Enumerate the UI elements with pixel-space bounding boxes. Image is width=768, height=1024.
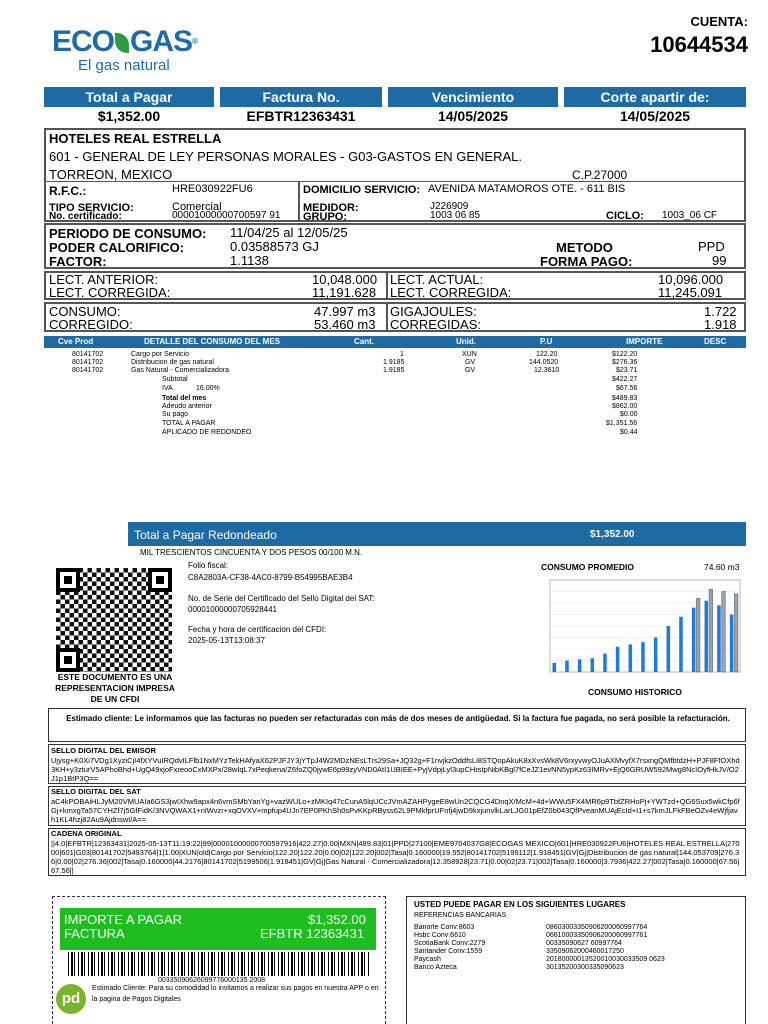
pagos-digitales-logo: pd [56,984,86,1014]
importe-value: $1,352.00 [308,912,366,927]
barcode-text: 00335090626099776000135 2008 [158,977,266,984]
corregidas-value: 1.918 [704,317,737,332]
adeudo-value: $862.00 [612,403,638,410]
importe-label: IMPORTE A PAGAR [64,912,182,927]
tipo-label: TIPO SERVICIO: [49,202,134,214]
chart-bar [629,644,633,672]
iva-label: IVA [162,385,173,392]
row-importe: $122.20 [612,351,638,358]
lugares-title: USTED PUEDE PAGAR EN LOS SIGUIENTES LUGARES [414,900,626,909]
qr-code [56,568,172,672]
notice-text: Estimado cliente: Le informamos que las facturas no pueden ser refacturadas con más de dos meses de antigüedad. Si la factura fue pagada, no será posible la refacturación. [66,714,730,723]
factura-value: EFBTR 12363431 [260,926,365,941]
sello-emisor-value: Ujysg+K0Xi7VDg1XyziCjI4fXYVuIRQdvILFlb1NxMYzTekHAfyaX62PJFJY3jYTpJ4W2MDzNEsLTrs29Sa+JQ32g+F1nvjkzOddfsLi8STQopAkuK8xXvsWk8V6rxyvwyOJuAXMvyfX7rsxngQMfbtdzH+PJF8FfOXhd3KH+y3zturV5APhoBhd+UgQ49xjoFxreooCxMXPx/28wIqL7xPeqkena/Z6foZQ0jywE6p99zyVND0AtI1UBIEE+PyjVdpjLyl3upCHrstpNibKBgl7fCeJZ1evNN5ypKz63IMRv+EjQ6GRUW592Mwg8NcIOyfHkJV/O2J1p1BtP3Q== [51,756,740,783]
medidor-value: J226909 [430,201,469,212]
gigajoules-value: 1.722 [704,304,737,319]
bank-name: Banco Azteca [414,964,457,971]
col-detalle: DETALLE DEL CONSUMO DEL MES [144,337,281,346]
client-city: TORREON, MEXICO [49,167,173,182]
bank-name: ScotiaBank Conv:2279 [414,940,486,947]
metodo-label: METODO [556,240,613,255]
chart-bar [734,594,738,672]
total-value: $1,352.00 [97,108,161,124]
client-cp: C.P.27000 [572,168,628,182]
rfc-label: R.F.C.: [49,184,87,198]
cadena-label: CADENA ORIGINAL [51,829,122,838]
redondeado-value: $1,352.00 [590,529,635,540]
factura-header: Factura No. [220,87,382,107]
bank-ref: 20180000013520010030033509 0623 [546,956,665,963]
total-mes-label: Total del mes [162,395,207,402]
importe-letra: MIL TRESCIENTOS CINCUENTA Y DOS PESOS 00/100 M.N. [140,548,363,557]
tipo-value: Comercial [172,201,222,213]
divider [46,181,744,182]
uso-cfdi-text: G03-GASTOS EN GENERAL. [348,149,522,164]
col-unid: Unid. [456,337,476,346]
row-cve: 80141702 [72,367,104,374]
corregido-value: 53.460 m3 [314,317,376,332]
col-cve: Cve Prod [58,337,94,346]
corte-header: Corte apartir de: [564,87,746,107]
cuenta-value: 10644534 [650,32,748,57]
row-unid: XUN [462,351,477,358]
poder-value: 0.03588573 GJ [230,239,319,254]
chart-bar [641,642,645,672]
chart-title: CONSUMO PROMEDIO [541,562,635,572]
lect-actual-value: 10,096.000 [658,272,724,287]
logo-tagline: El gas natural [78,57,170,74]
row-cant: 1.9185 [383,367,405,374]
divider [386,302,388,332]
grupo-label: GRUPO: [303,211,347,223]
qr-finder [56,568,80,592]
chart-bar [692,608,696,672]
fecha-value: 2025-05-13T13:08:37 [188,636,265,645]
iva-rate: 16.00% [196,385,220,392]
rfc-value: HRE030922FU6 [172,183,253,195]
barcode [68,952,370,976]
factor-value: 1.1138 [230,253,269,268]
periodo-value: 11/04/25 al 12/05/25 [230,225,348,240]
certificado-value: 00001000000700597 91 [172,210,281,221]
total-mes-value: $489.83 [612,395,638,402]
metodo-value: PPD [698,239,725,254]
regimen-text: 601 - GENERAL DE LEY PERSONAS MORALES - [49,149,349,164]
row-cant: 1.9185 [383,359,405,366]
factor-label: FACTOR: [49,254,107,269]
cuenta-label: CUENTA: [690,14,748,29]
vencimiento-value: 14/05/2025 [437,108,509,124]
corregidas-label: CORREGIDAS: [390,317,482,332]
col-pu: P.U [540,337,553,346]
referencias-label: REFERENCIAS BANCARIAS [414,912,507,919]
bank-name: Paycash [414,956,441,963]
consumo-label: CONSUMO: [49,304,121,319]
leaf-icon [115,33,129,53]
bank-ref: 30135200300335090623 [546,964,624,971]
folio-value: C8A2803A-CF38-4AC0-8799-B54995BAE3B4 [188,573,353,582]
row-pu: 122.20 [536,351,558,358]
periodo-label: PERIODO DE CONSUMO: [49,226,207,241]
chart-bar [591,658,595,672]
client-name: HOTELES REAL ESTRELLA [49,131,222,146]
bank-ref: 06610003350906200060997761 [546,932,648,939]
su-pago-value: $0.00 [620,411,638,418]
su-pago-label: Su pago [162,411,189,418]
factura-label: FACTURA [64,926,125,941]
redondeo-label: APLICADO DE REDONDEO [162,429,252,436]
detail-body [44,349,746,445]
divider [386,271,388,300]
lect-corregida-2-value: 11,245.091 [658,285,723,300]
row-unid: GV [465,359,476,366]
bank-name: Santander Conv:1559 [414,948,483,955]
cadena-value: ||4.0|EFBTR|12363431|2025-05-13T11:19:22|99|00001000000700597916|422.27|0.00|MXN|489.83|01|PPD|27100|EME9704037G8|ECOGAS MEXICO|601|HRE030922FU6|HOTELES REAL ESTRELLA|27000|601|G03|80141702|5493764|1|1.00|XUN|old|Cargo por Servicio|122.20|122.20|0.00|02|122.20|002|Tasa|0.160000|19.552|80141702|5199112|1.918451|GV|Gj|Distribucion de gas natural|144.053709|276.36|0.00|02|276.36|002|Tasa|0.160000|44.2176|80141702|5199506|1.918451|GV|Gj|Gas Natural - Comercializadora|12.358928|23.71|0.00|02|23.71|002|Tasa|0.160000|3.7936|422.27|002|Tasa|0.160000|67.56|67.56|| [51,839,740,875]
chart-bar [578,659,582,672]
subtotal-value: $422.27 [612,376,638,383]
bank-ref: 00335090627 60997764 [546,940,622,947]
gigajoules-label: GIGAJOULES: [390,304,477,319]
chart-bar [553,663,557,672]
col-cant: Cant. [354,337,374,346]
chart-bar [654,638,658,673]
bank-name: Hsbc Conv:6610 [414,932,466,939]
row-cve: 80141702 [72,359,104,366]
certificado-label: No. certificado: [49,211,122,222]
iva-value: $67.56 [616,385,638,392]
sello-sat-label: SELLO DIGITAL DEL SAT [51,787,141,796]
chart-bar [603,654,607,672]
ciclo-value: 1003_06 CF [662,210,718,221]
lect-actual-label: LECT. ACTUAL: [390,272,484,287]
importe-banner [60,908,376,950]
qr-finder [56,648,80,672]
client-regimen [49,150,522,163]
forma-pago-label: FORMA PAGO: [540,254,633,269]
corregido-label: CORREGIDO: [49,317,133,332]
poder-label: PODER CALORIFICO: [49,240,185,255]
bank-ref: 33509062000460017250 [546,948,624,955]
total-pagar-value: $1,351.56 [606,420,638,427]
detail-header [44,336,746,348]
row-pu: 12.3610 [534,367,560,374]
chart-bar [709,589,713,672]
redondeo-value: $0.44 [620,429,638,436]
medidor-label: MEDIDOR: [303,202,359,214]
row-cant: 1 [400,351,404,358]
chart-bar [696,598,700,672]
chart-bar [717,605,721,672]
serie-value: 00001000000705928441 [188,605,277,614]
chart-bar [667,626,671,672]
chart-value-label: 74.60 m3 [704,562,740,572]
lect-corregida-label: LECT. CORREGIDA: [49,285,171,300]
domicilio-value: AVENIDA MATAMOROS OTE. - 611 BIS [428,183,626,195]
lect-anterior-value: 10,048.000 [312,272,378,287]
row-importe: $23.71 [616,367,638,374]
col-desc: DESC [704,337,727,346]
vencimiento-header: Vencimiento [388,87,558,107]
col-importe: IMPORTE [626,337,663,346]
consumo-value: 47.997 m3 [314,304,376,319]
row-desc: Gas Natural - Comercializadora [131,367,230,374]
ciclo-label: CICLO: [606,210,644,222]
divider [298,181,300,221]
chart-bar [730,615,734,673]
total-pagar-label: TOTAL A PAGAR [162,420,216,427]
app-note: Estimado Cliente: Para su comodidad lo invitamos a realizar sus pagos en nuestra APP o en la pagina de Pagos Digitales [92,985,379,1003]
sello-sat-value: aC4kPOBAiHLJyM20VMUAIa6GS3jwIXhw9apx4n6vmSMbYanYg+vazWULo+zMKIq47cCunA5lqUCcJVmAZAHPygeE8wUn2CQCG4DnqX/McM+4d+WWu5FX4MR6p9TbfZRHoPj+YWTzd+QG6Sux5wkCfp6fGj+kmxgTa57CYHZf7j5GfFidK/3NVQWAX1+nlWvzr+xqOVXV+mpfup4UJn7EP0PKhSh0sPvKKpRByss62L9PMkfprUFnfj4jwD9kxjunvlkLarLJG01pEfZ0b043QfPveanMUAjEcId+I1+s7kmJLFkFBeOZv4eWjfjavh1KL4hzj82Au9AjdnswI/A== [51,797,740,824]
lect-anterior-label: LECT. ANTERIOR: [49,272,159,287]
ecogas-logo: ECO GAS® El gas natural [52,26,222,74]
logo-wordmark: ECO GAS [52,25,193,58]
redondeado-label: Total a Pagar Redondeado [134,528,277,542]
grupo-value: 1003 06 85 [430,210,481,221]
chart-xlabel: CONSUMO HISTORICO [588,687,682,697]
sello-emisor-label: SELLO DIGITAL DEL EMISOR [51,746,157,755]
chart-bar [565,661,569,673]
row-desc: Distribucion de gas natural [131,359,214,366]
row-importe: $276.36 [612,359,638,366]
factura-value: EFBTR12363431 [246,108,356,124]
folio-label: Folio fiscal: [188,561,229,570]
chart-bar [705,601,709,672]
row-cve: 80141702 [72,351,104,358]
forma-pago-value: 99 [712,253,727,268]
chart-bar [679,617,683,672]
cfdi-caption: ESTE DOCUMENTO ES UNA REPRESENTACION IMPRESA DE UN CFDI [55,672,175,704]
fecha-label: Fecha y hora de certificacion del CFDI: [188,625,327,634]
row-unid: GV [465,367,476,374]
subtotal-label: Subtotal [162,376,188,383]
chart-bar [722,592,726,673]
consumo-chart [540,576,746,682]
row-desc: Cargo por Servicio [131,351,189,358]
bank-ref: 08603003350906200060997764 [546,924,648,931]
domicilio-label: DOMICILIO SERVICIO: [303,184,421,196]
lect-corregida-2-label: LECT. CORREGIDA: [390,285,512,300]
adeudo-label: Adeudo anterior [162,403,212,410]
row-pu: 144.0520 [529,359,559,366]
corte-value: 14/05/2025 [619,108,691,124]
lect-corregida-value: 11,191.628 [312,285,377,300]
serie-label: No. de Serie del Certificado del Sello Digital del SAT: [188,594,375,603]
chart-bar [616,647,620,672]
total-header: Total a Pagar [44,87,214,107]
qr-finder [148,568,172,592]
bank-name: Banorte Conv:8603 [414,924,475,931]
